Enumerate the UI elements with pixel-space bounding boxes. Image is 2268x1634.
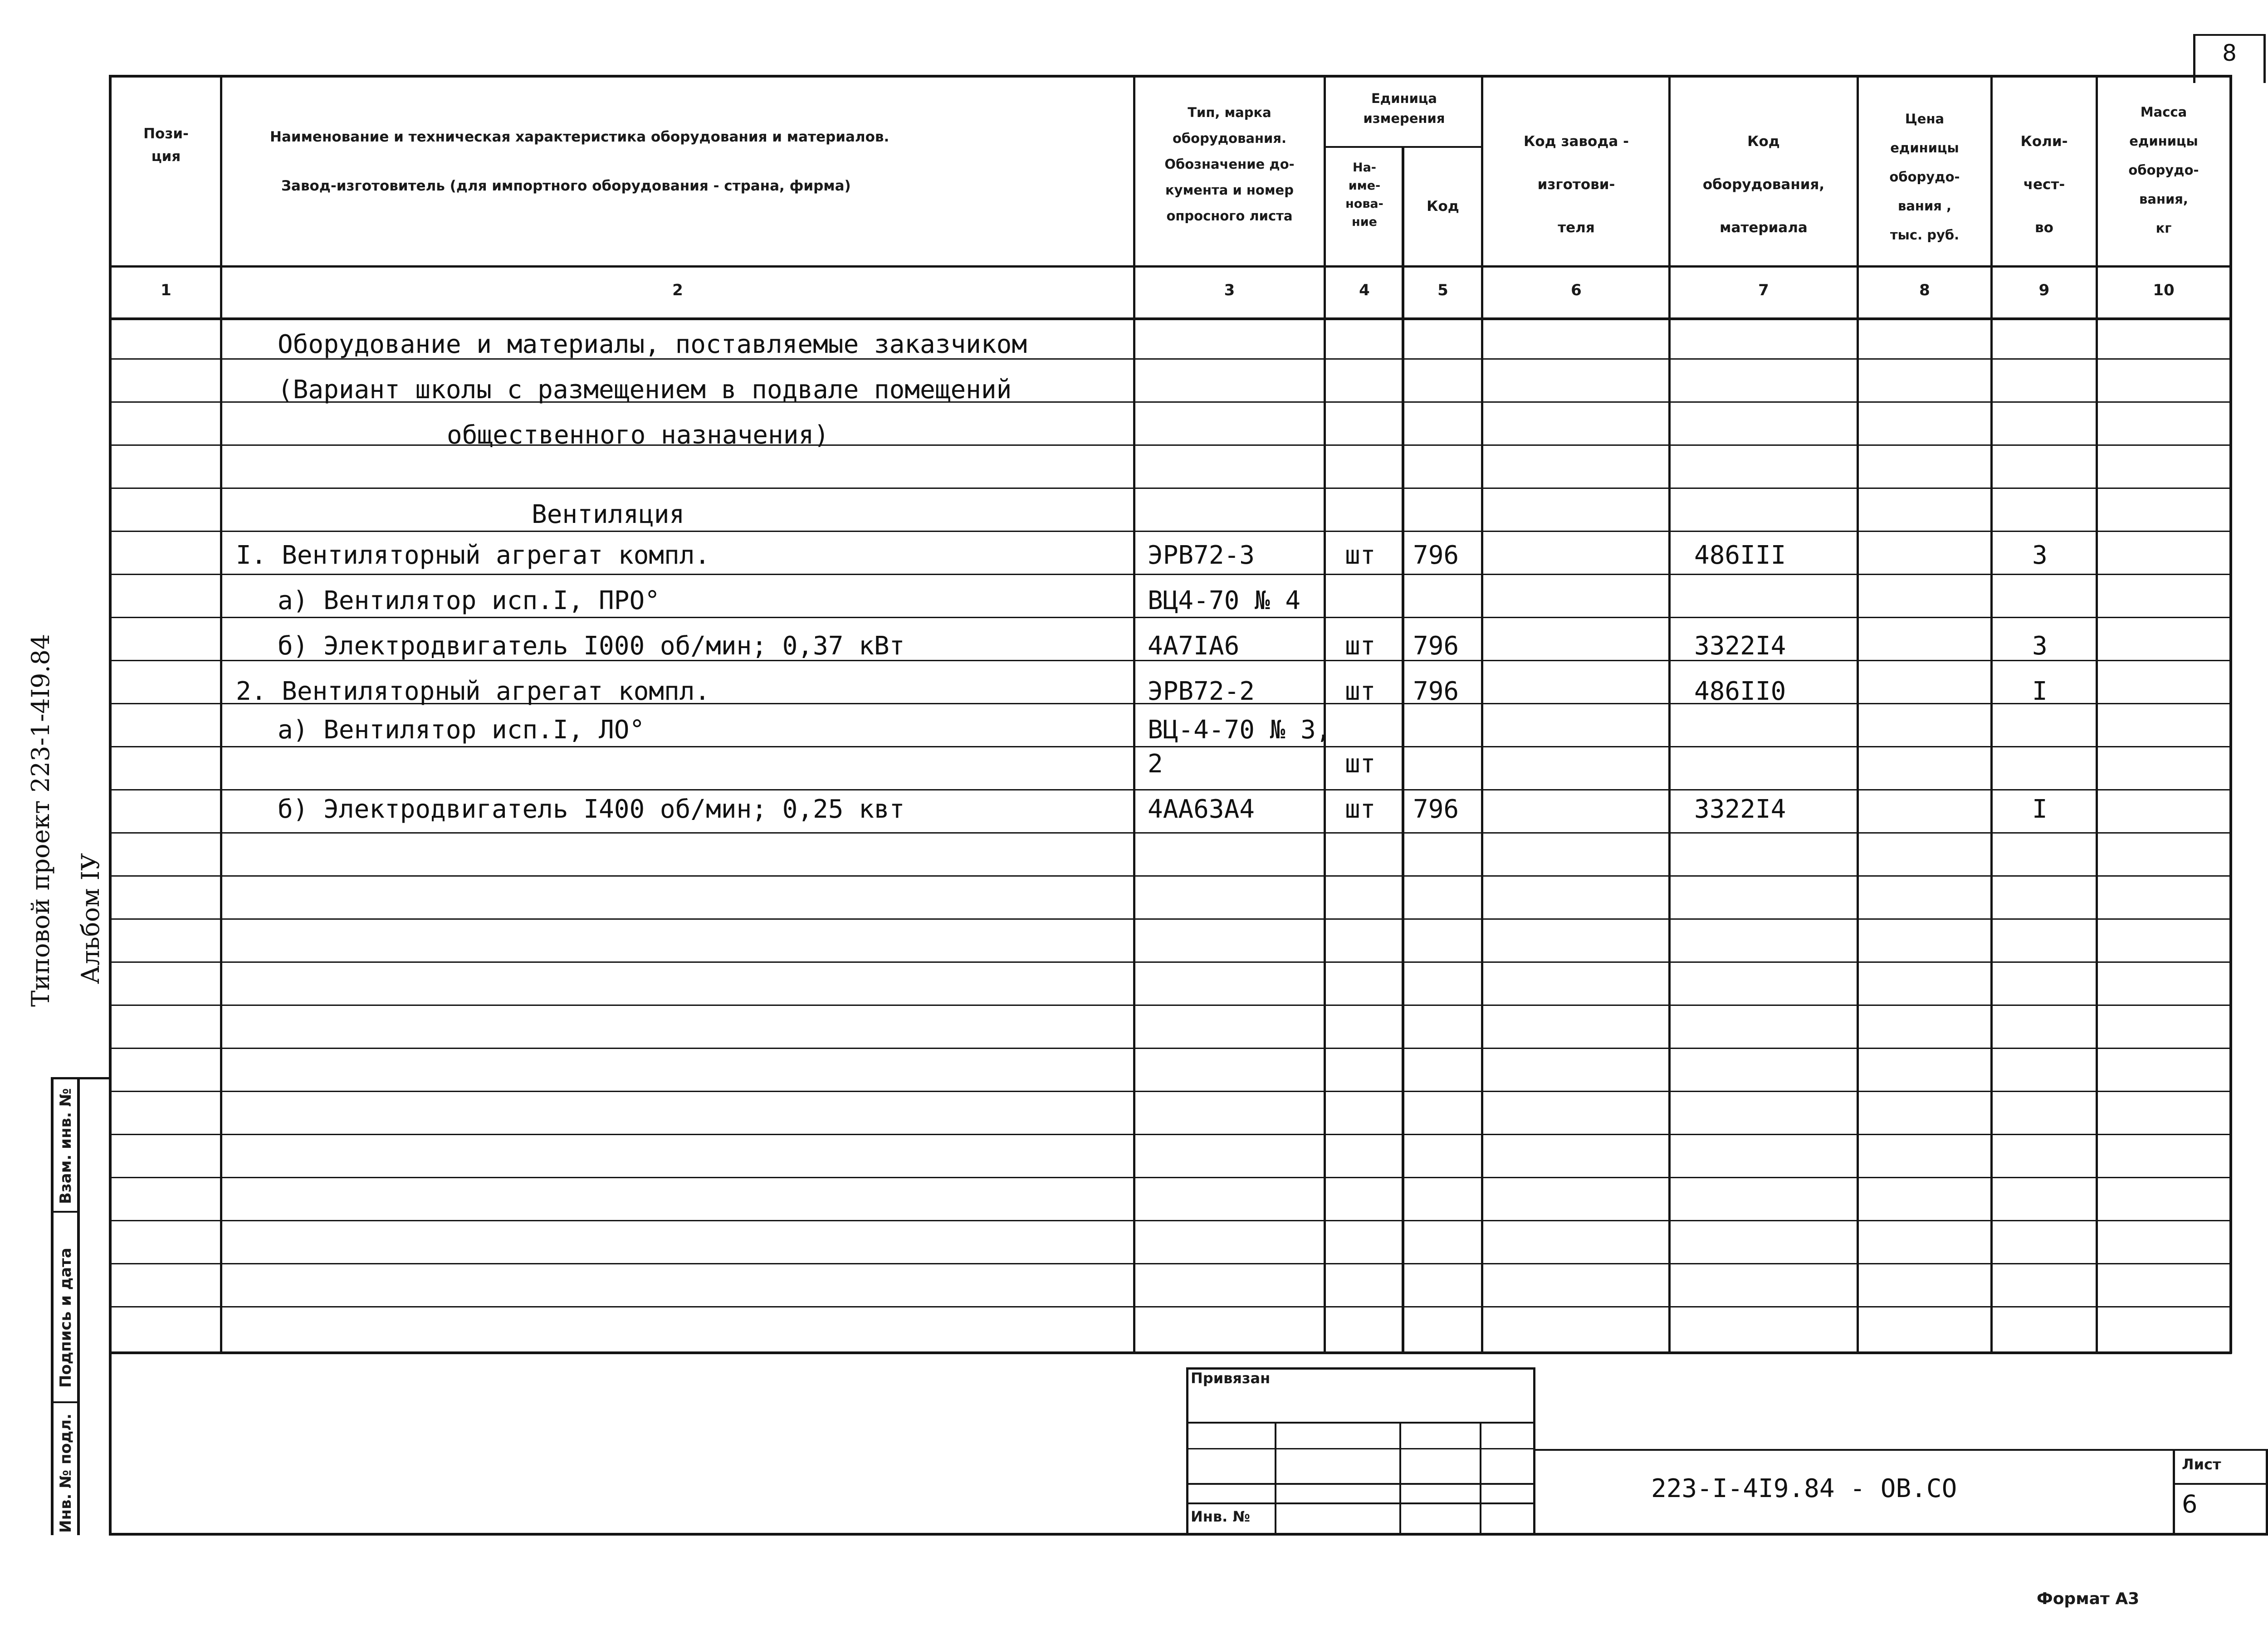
table-row-qty: I [2032, 795, 2048, 824]
header-mass: Масса единицы оборудо- вания, кг [2128, 104, 2199, 236]
inv-no-label: Инв. № [1191, 1508, 1250, 1525]
colnum-3: 3 [1224, 281, 1235, 299]
header-quantity: Коли- чест- во [2020, 133, 2068, 236]
stamp-signature-date: Подпись и дата [57, 1248, 75, 1388]
header-equipment-code: Код оборудования, материала [1702, 133, 1825, 236]
header-type: Тип, марка оборудования. Обозначение до- кумента и номер опросного листа [1164, 105, 1295, 224]
privyazan-label: Привязан [1191, 1370, 1271, 1387]
table-row-type: 4А7IА6 [1148, 631, 1240, 661]
sheet-number: 8 [2222, 40, 2237, 66]
document-code: 223-I-4I9.84 - ОВ.СО [1651, 1474, 1957, 1503]
header-price: Цена единицы оборудо- вания , тыс. руб. [1889, 111, 1960, 243]
table-row-equip-code: 3322I4 [1694, 631, 1786, 661]
project-title: Типовой проект 223-1-4I9.84 [26, 634, 55, 1007]
table-row-name: а) Вентилятор исп.I, ПРО° [278, 586, 660, 615]
table-row-unit-code: 796 [1413, 677, 1459, 706]
colnum-7: 7 [1758, 281, 1769, 299]
colnum-5: 5 [1437, 281, 1448, 299]
format-label: Формат А3 [2037, 1590, 2140, 1608]
table-row-unit: шт [1345, 541, 1376, 570]
table-row-type: ВЦ4-70 № 4 [1148, 586, 1301, 615]
table-row-unit: шт [1345, 795, 1376, 824]
table-row-equip-code: 486II0 [1694, 677, 1786, 706]
table-row-type: ЭРВ72-2 [1148, 677, 1255, 706]
table-row-name: а) Вентилятор исп.I, ЛО° [278, 715, 645, 745]
header-position: Пози- ция [143, 126, 189, 165]
list-number: 6 [2182, 1490, 2198, 1518]
colnum-9: 9 [2038, 281, 2050, 299]
album-title: Альбом IУ [76, 853, 105, 984]
header-unit-name: На- име- нова- ние [1345, 161, 1383, 229]
table-row-unit: шт [1345, 677, 1376, 706]
colnum-6: 6 [1571, 281, 1582, 299]
section-title-3: общественного назначения) [447, 420, 829, 450]
table-row-type: ЭРВ72-3 [1148, 541, 1255, 570]
header-name-line2: Завод-изготовитель (для импортного оборудования - страна, фирма) [281, 178, 851, 194]
section-title-1: Оборудование и материалы, поставляемые заказчиком [278, 330, 1027, 359]
table-row-unit: шт [1345, 749, 1376, 779]
stamp-orig-inv: Инв. № подл. [57, 1413, 75, 1533]
table-row-name: I. Вентиляторный агрегат компл. [236, 541, 710, 570]
colnum-8: 8 [1919, 281, 1930, 299]
stamp-replaced-inv: Взам. инв. № [57, 1088, 75, 1204]
table-row-qty: I [2032, 677, 2048, 706]
table-row-type: 4АА63А4 [1148, 795, 1255, 824]
table-row-type: 2 [1148, 749, 1163, 779]
table-row-unit-code: 796 [1413, 541, 1459, 570]
section-title-2: (Вариант школы с размещением в подвале помещений [278, 375, 1012, 405]
table-row-unit-code: 796 [1413, 795, 1459, 824]
colnum-1: 1 [161, 281, 171, 299]
list-label: Лист [2182, 1456, 2221, 1473]
header-units-group: Единица измерения [1363, 91, 1445, 126]
table-row-equip-code: 486III [1694, 541, 1786, 570]
colnum-2: 2 [672, 281, 683, 299]
table-row-unit-code: 796 [1413, 631, 1459, 661]
table-row-name: б) Электродвигатель I000 об/мин; 0,37 кВт [278, 631, 905, 661]
table-row-name: б) Электродвигатель I400 об/мин; 0,25 квт [278, 795, 905, 824]
header-name-line1: Наименование и техническая характеристика оборудования и материалов. [270, 129, 890, 145]
section-ventilation: Вентиляция [532, 500, 685, 529]
table-row-qty: 3 [2032, 541, 2048, 570]
table-row-type: ВЦ-4-70 № 3, [1148, 715, 1331, 745]
table-row-name: 2. Вентиляторный агрегат компл. [236, 677, 710, 706]
header-factory-code: Код завода - изготови- теля [1524, 133, 1629, 236]
table-row-qty: 3 [2032, 631, 2048, 661]
table-row-equip-code: 3322I4 [1694, 795, 1786, 824]
colnum-10: 10 [2153, 281, 2175, 299]
colnum-4: 4 [1359, 281, 1370, 299]
header-unit-code: Код [1427, 198, 1459, 215]
table-row-unit: шт [1345, 631, 1376, 661]
